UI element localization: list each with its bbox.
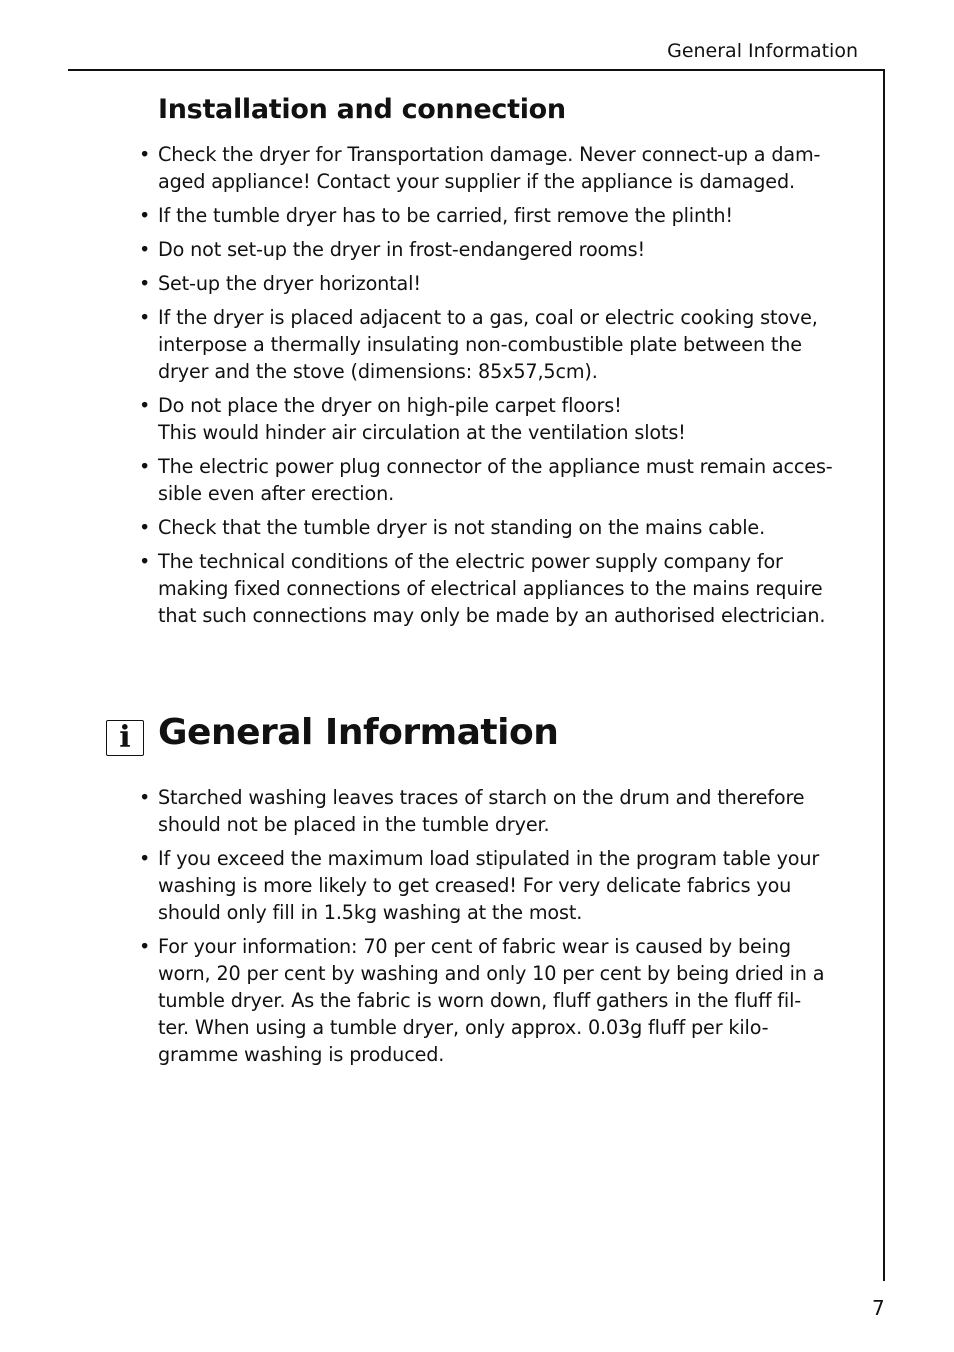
installation-item: • If the dryer is placed adjacent to a gas, coal or electric cooking stove, interpose a thermally insulating non-combustible plate between the dryer and the stove (dimensions: 85x57,5cm). bbox=[138, 304, 866, 385]
general-information-list bbox=[138, 784, 866, 1075]
running-header: General Information bbox=[667, 40, 858, 62]
general-item: • If you exceed the maximum load stipulated in the program table your washing is more likely to get creased! For very delicate fabrics you should only fill in 1.5kg washing at the most. bbox=[138, 845, 866, 926]
installation-item: • Do not place the dryer on high-pile carpet floors! This would hinder air circulation at the ventilation slots! bbox=[138, 392, 866, 446]
info-icon: i bbox=[106, 720, 144, 756]
installation-item: • The technical conditions of the electric power supply company for making fixed connections of electrical appliances to the mains require that such connections may only be made by an authorised electrician. bbox=[138, 548, 866, 629]
page-number: 7 bbox=[872, 1296, 885, 1320]
installation-list bbox=[138, 141, 866, 636]
installation-item: • Set-up the dryer horizontal! bbox=[138, 270, 866, 297]
installation-item: • Check the dryer for Transportation damage. Never connect-up a dam- aged appliance! Contact your supplier if the appliance is damaged. bbox=[138, 141, 866, 195]
margin-rule bbox=[883, 69, 885, 1281]
installation-item: • The electric power plug connector of the appliance must remain acces- sible even after erection. bbox=[138, 453, 866, 507]
installation-item: • Check that the tumble dryer is not standing on the mains cable. bbox=[138, 514, 866, 541]
general-item: • Starched washing leaves traces of starch on the drum and therefore should not be placed in the tumble dryer. bbox=[138, 784, 866, 838]
installation-item: • If the tumble dryer has to be carried, first remove the plinth! bbox=[138, 202, 866, 229]
header-rule bbox=[68, 69, 885, 71]
installation-heading: Installation and connection bbox=[158, 94, 566, 125]
installation-item: • Do not set-up the dryer in frost-endangered rooms! bbox=[138, 236, 866, 263]
general-information-heading: General Information bbox=[158, 712, 559, 753]
general-item: • For your information: 70 per cent of fabric wear is caused by being worn, 20 per cent by washing and only 10 per cent by being dried in a tumble dryer. As the fabric is worn down, fluff gathers in the fluff fil- ter. When using a tumble dryer, only approx. 0.03g fluff per kilo- gramme washing is produced. bbox=[138, 933, 866, 1068]
